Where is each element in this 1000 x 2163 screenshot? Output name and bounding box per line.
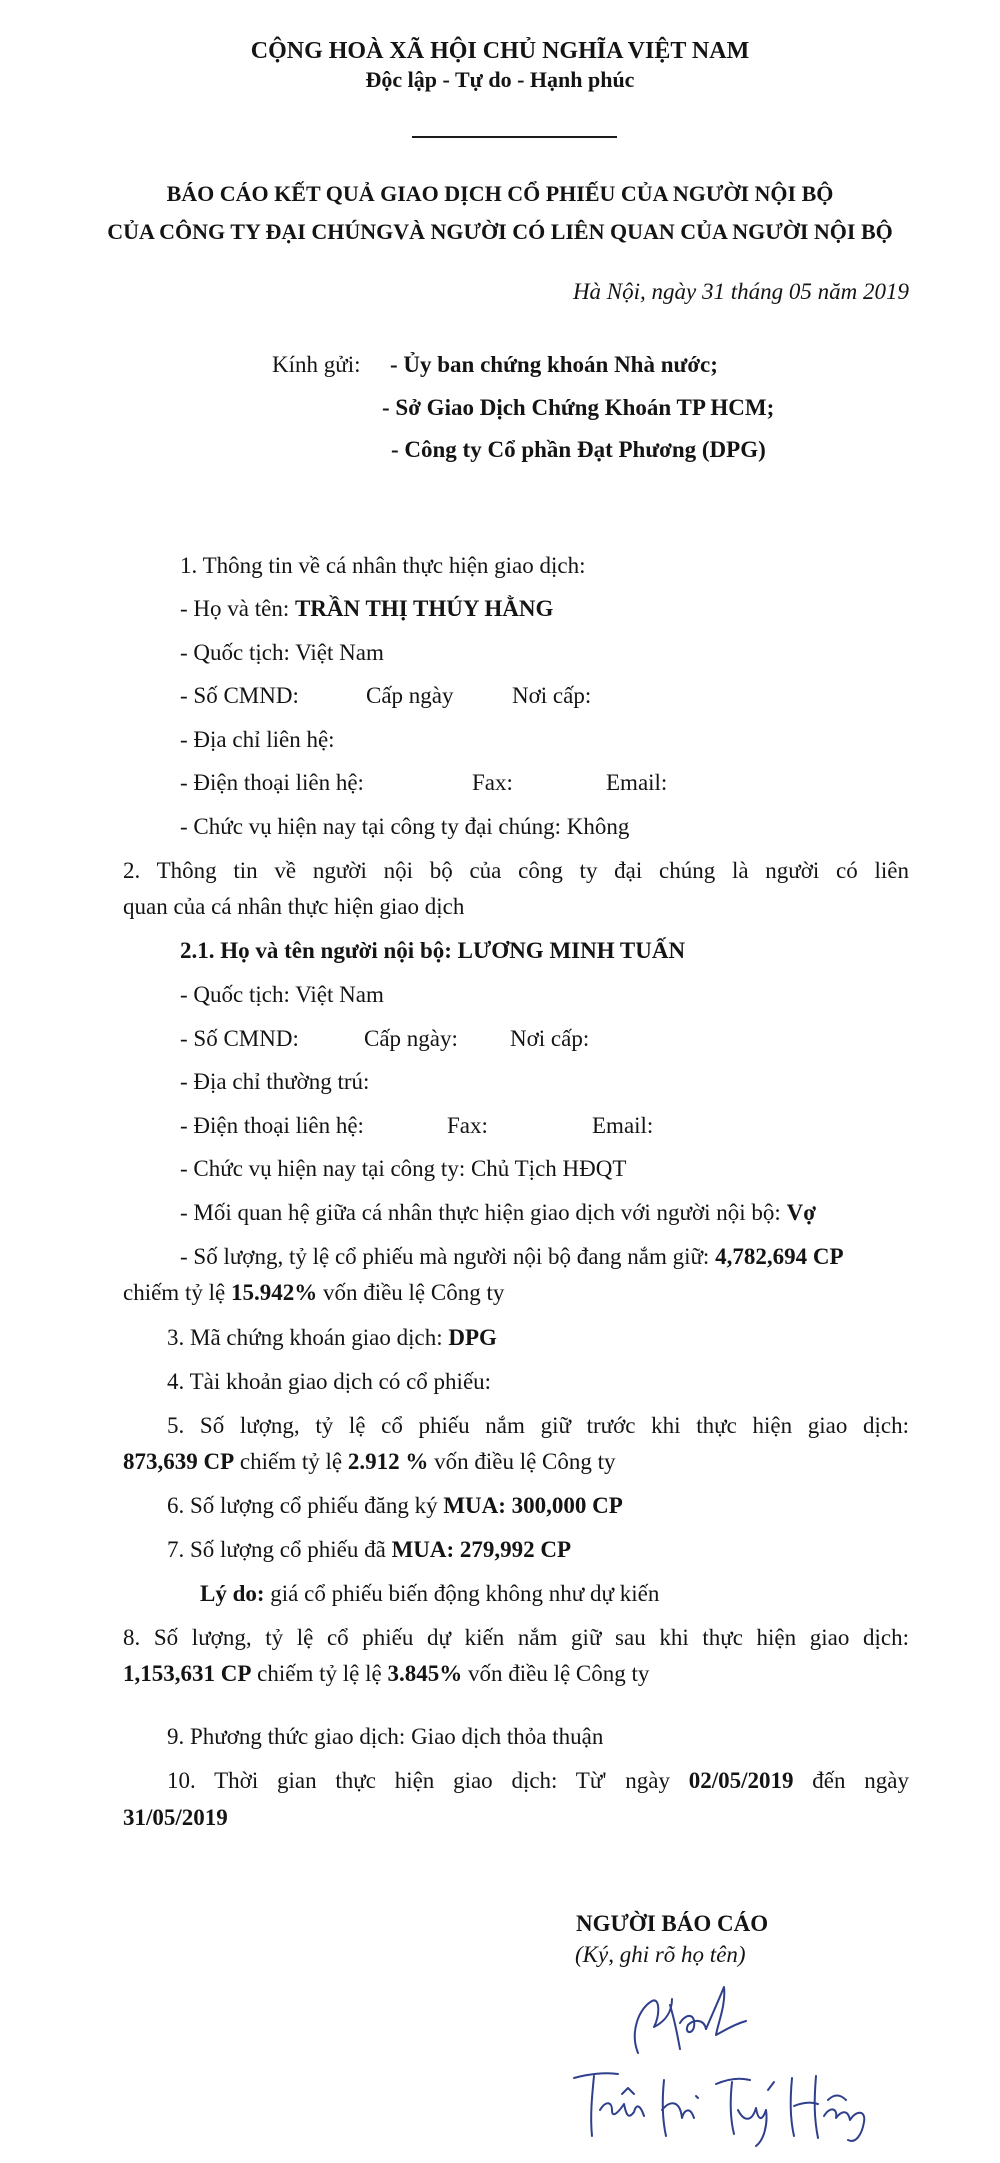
section-8-line-2: [123, 1660, 649, 1688]
insider-fax-label: Fax:: [447, 1113, 488, 1138]
trade-period-mid: đến ngày: [793, 1768, 909, 1793]
insider-ratio-suffix: vốn điều lệ Công ty: [317, 1280, 505, 1305]
insider-ratio-prefix: chiếm tỷ lệ: [123, 1280, 231, 1305]
trader-issue-place-label: Nơi cấp:: [512, 683, 592, 708]
registered-buy-label: 6. Số lượng cổ phiếu đăng ký: [167, 1493, 444, 1518]
trader-position: - Chức vụ hiện nay tại công ty đại chúng: Không: [180, 814, 630, 839]
trader-name-row: [180, 595, 553, 623]
place-date: Hà Nội, ngày 31 tháng 05 năm 2019: [572, 279, 909, 304]
trade-period-to: 31/05/2019: [123, 1805, 228, 1830]
section-1-heading: 1. Thông tin về cá nhân thực hiện giao dịch:: [180, 553, 586, 578]
bought-label: 7. Số lượng cổ phiếu đã: [167, 1537, 392, 1562]
section-6: [167, 1492, 623, 1520]
reason-row: [200, 1580, 659, 1608]
reason-label: Lý do:: [200, 1581, 265, 1606]
pre-trade-ratio-prefix: chiếm tỷ lệ: [234, 1449, 348, 1474]
report-title-line-2: CỦA CÔNG TY ĐẠI CHÚNGVÀ NGƯỜI CÓ LIÊN QUAN CỦA NGƯỜI NỘI BỘ: [107, 219, 893, 244]
trader-issue-date-label: Cấp ngày: [366, 683, 454, 708]
post-trade-ratio-prefix: chiếm tỷ lệ lệ: [251, 1661, 388, 1686]
trader-phone-label: - Điện thoại liên hệ:: [180, 770, 364, 795]
insider-address-label: - Địa chỉ thường trú:: [180, 1069, 370, 1094]
pre-trade-ratio-suffix: vốn điều lệ Công ty: [428, 1449, 616, 1474]
bought-value: MUA: 279,992 CP: [391, 1537, 572, 1562]
reason-text: giá cổ phiếu biến động không như dự kiến: [264, 1581, 660, 1606]
relationship-row: [180, 1199, 816, 1227]
insider-holding-label: - Số lượng, tỷ lệ cổ phiếu mà người nội bộ đang nắm giữ:: [180, 1244, 716, 1269]
relationship-value: Vợ: [786, 1200, 816, 1225]
insider-issue-date-label: Cấp ngày:: [364, 1026, 458, 1051]
insider-phone-label: - Điện thoại liên hệ:: [180, 1113, 364, 1138]
recipients-label: Kính gửi:: [272, 352, 361, 377]
trader-id-label: - Số CMND:: [180, 683, 299, 708]
recipient-item: - Công ty Cổ phần Đạt Phương (DPG): [391, 437, 766, 462]
insider-id-label: - Số CMND:: [180, 1026, 299, 1051]
post-trade-ratio-suffix: vốn điều lệ Công ty: [462, 1661, 650, 1686]
signature-note: (Ký, ghi rõ họ tên): [575, 1942, 746, 1967]
insider-position: - Chức vụ hiện nay tại công ty: Chủ Tịch HĐQT: [180, 1156, 627, 1181]
pre-trade-shares: 873,639 CP: [123, 1449, 235, 1474]
section-2-line-2: quan của cá nhân thực hiện giao dịch: [123, 894, 465, 919]
relationship-label: - Mối quan hệ giữa cá nhân thực hiện giao dịch với người nội bộ:: [180, 1200, 787, 1225]
handwritten-name: [566, 2060, 896, 2150]
trade-period-from: 02/05/2019: [688, 1768, 794, 1793]
post-trade-shares: 1,153,631 CP: [123, 1661, 252, 1686]
section-7: [167, 1536, 571, 1564]
section-2-line-1: 2. Thông tin về người nội bộ của công ty đại chúng là người có liên: [123, 858, 909, 883]
trader-name-value: TRẦN THỊ THÚY HẰNG: [294, 596, 554, 621]
report-title-line-1: BÁO CÁO KẾT QUẢ GIAO DỊCH CỔ PHIẾU CỦA NGƯỜI NỘI BỘ: [166, 181, 834, 206]
insider-name-heading: 2.1. Họ và tên người nội bộ: LƯƠNG MINH TUẤN: [180, 938, 686, 963]
insider-holding-ratio-row: [123, 1279, 504, 1307]
national-motto: Độc lập - Tự do - Hạnh phúc: [365, 67, 635, 92]
trader-email-label: Email:: [606, 770, 668, 795]
recipient-item: - Sở Giao Dịch Chứng Khoán TP HCM;: [382, 395, 775, 420]
trader-name-label: - Họ và tên:: [180, 596, 295, 621]
section-4: 4. Tài khoản giao dịch có cổ phiếu:: [167, 1369, 492, 1394]
trader-address-label: - Địa chỉ liên hệ:: [180, 727, 335, 752]
section-10-line-1: [123, 1767, 909, 1795]
security-code-label: 3. Mã chứng khoán giao dịch:: [167, 1325, 449, 1350]
insider-nationality: - Quốc tịch: Việt Nam: [180, 982, 384, 1007]
national-title: CỘNG HOÀ XÃ HỘI CHỦ NGHĨA VIỆT NAM: [250, 38, 750, 64]
insider-holding-row: [180, 1243, 844, 1271]
section-5-line-2: [123, 1448, 616, 1476]
trade-period-label: 10. Thời gian thực hiện giao dịch: Từ' ngày: [167, 1768, 689, 1793]
handwritten-signature: [620, 1975, 760, 2065]
trader-fax-label: Fax:: [472, 770, 513, 795]
pre-trade-ratio: 2.912 %: [347, 1449, 429, 1474]
trader-nationality: - Quốc tịch: Việt Nam: [180, 640, 384, 665]
insider-issue-place-label: Nơi cấp:: [510, 1026, 590, 1051]
section-5-line-1: 5. Số lượng, tỷ lệ cổ phiếu nắm giữ trước khi thực hiện giao dịch:: [167, 1413, 909, 1438]
section-3: [167, 1324, 497, 1352]
post-trade-ratio: 3.845%: [387, 1661, 463, 1686]
insider-email-label: Email:: [592, 1113, 654, 1138]
recipient-item: - Ủy ban chứng khoán Nhà nước;: [390, 352, 718, 377]
insider-ratio-value: 15.942%: [230, 1280, 318, 1305]
reporter-title: NGƯỜI BÁO CÁO: [576, 1911, 769, 1936]
section-9: 9. Phương thức giao dịch: Giao dịch thỏa thuận: [167, 1724, 604, 1749]
security-code-value: DPG: [448, 1325, 497, 1350]
insider-holding-shares: 4,782,694 CP: [715, 1244, 844, 1269]
registered-buy-value: MUA: 300,000 CP: [443, 1493, 623, 1518]
section-8-line-1: 8. Số lượng, tỷ lệ cổ phiếu dự kiến nắm giữ sau khi thực hiện giao dịch:: [123, 1625, 909, 1650]
header-divider: [412, 136, 617, 138]
